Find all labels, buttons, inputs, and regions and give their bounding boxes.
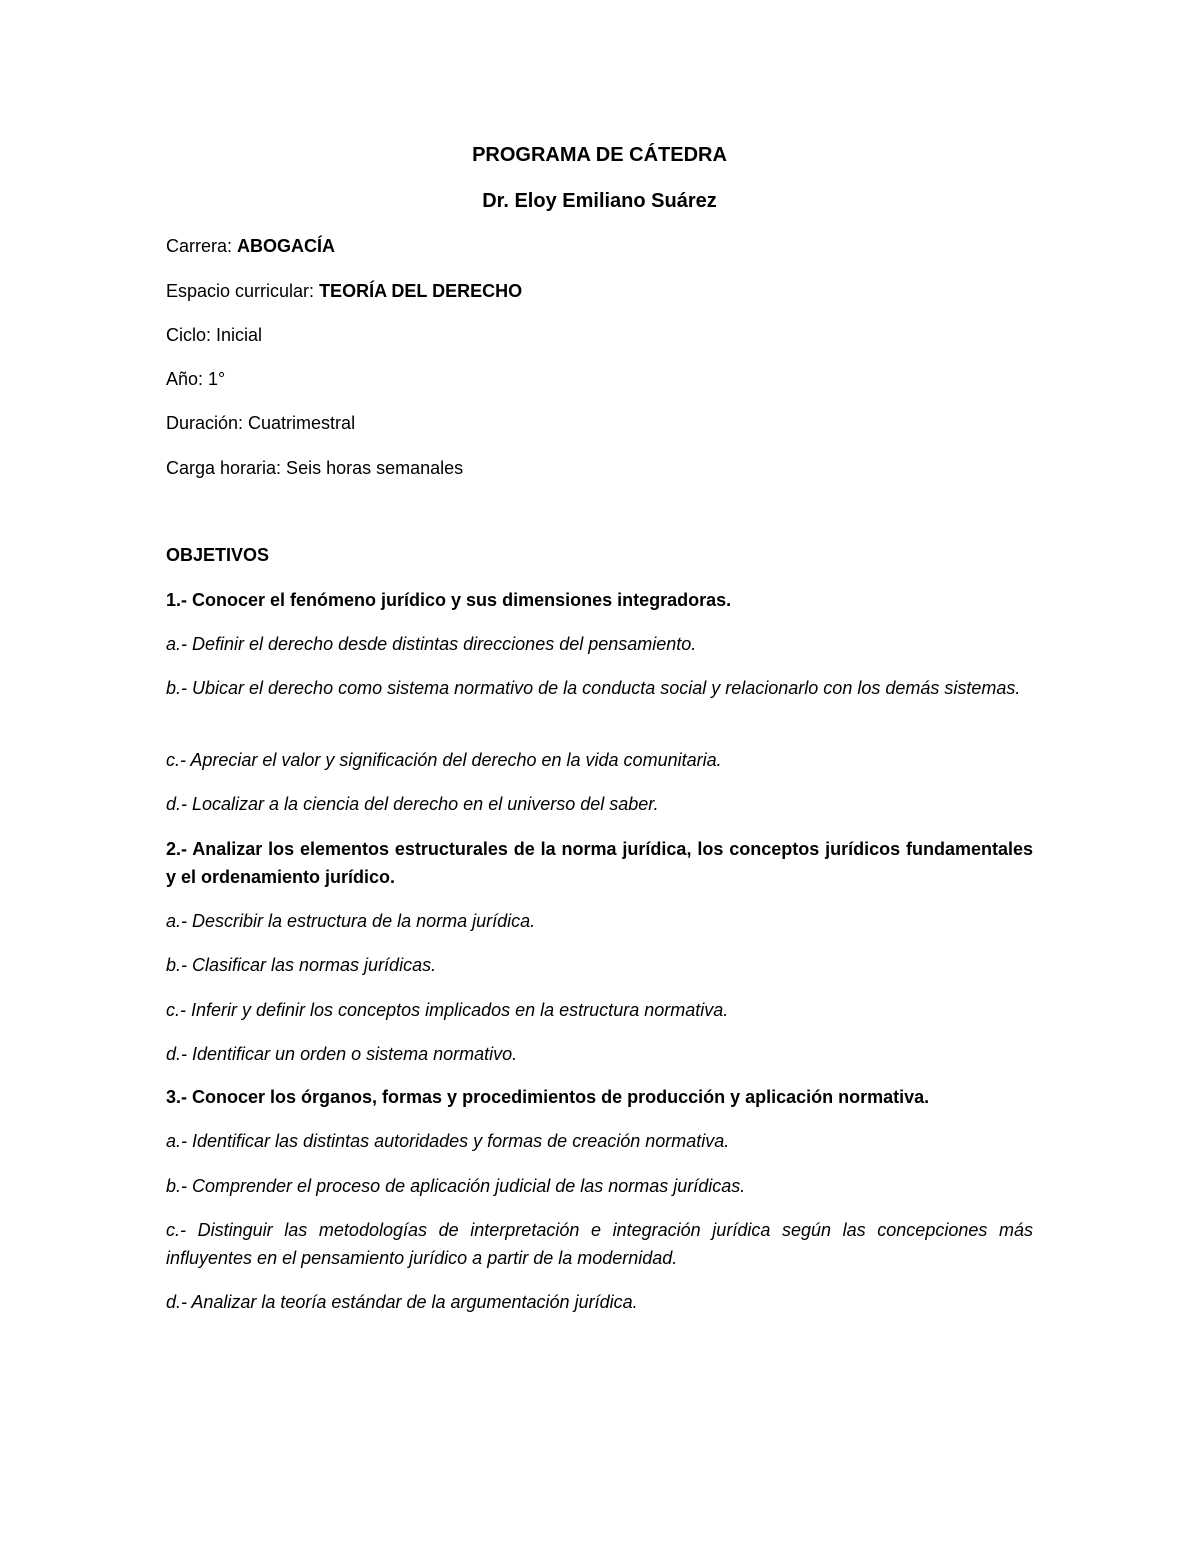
duracion-line: Duración: Cuatrimestral [166,413,356,433]
objetivo-2-d: d.- Identificar un orden o sistema normativo. [166,1044,518,1064]
objetivo-1-c: c.- Apreciar el valor y significación del derecho en la vida comunitaria. [166,750,722,770]
anio-line: Año: 1° [166,369,226,389]
carrera-value: ABOGACÍA [237,236,336,256]
objetivo-3-a: a.- Identificar las distintas autoridades y formas de creación normativa. [166,1131,730,1151]
objetivo-3-d: d.- Analizar la teoría estándar de la argumentación jurídica. [166,1292,638,1312]
espacio-value: TEORÍA DEL DERECHO [319,281,523,301]
objetivo-3-title: 3.- Conocer los órganos, formas y procedimientos de producción y aplicación normativa. [166,1087,930,1107]
objetivo-1-b: b.- Ubicar el derecho como sistema normativo de la conducta social y relacionarlo con los demás sistemas. [166,678,1021,698]
objetivo-1-title: 1.- Conocer el fenómeno jurídico y sus dimensiones integradoras. [166,590,732,610]
ciclo-line: Ciclo: Inicial [166,325,263,345]
objetivo-2-title: 2.- Analizar los elementos estructurales de la norma jurídica, los conceptos jurídicos fundamentales y el ordenamiento jurídico. [166,839,1033,887]
espacio-label: Espacio curricular: [166,281,320,301]
carrera-line [166,232,1033,260]
espacio-line [166,277,1033,305]
document-title: PROGRAMA DE CÁTEDRA [472,144,727,166]
carrera-label: Carrera: [166,236,238,256]
objetivo-2-c: c.- Inferir y definir los conceptos implicados en la estructura normativa. [166,1000,729,1020]
objetivos-heading: OBJETIVOS [166,545,270,565]
objetivo-1-a: a.- Definir el derecho desde distintas direcciones del pensamiento. [166,634,697,654]
objetivo-2-b: b.- Clasificar las normas jurídicas. [166,955,437,975]
objetivo-1-d: d.- Localizar a la ciencia del derecho en el universo del saber. [166,794,659,814]
objetivo-2-a: a.- Describir la estructura de la norma jurídica. [166,911,536,931]
carga-line: Carga horaria: Seis horas semanales [166,458,464,478]
author-name: Dr. Eloy Emiliano Suárez [482,190,717,212]
objetivo-3-b: b.- Comprender el proceso de aplicación judicial de las normas jurídicas. [166,1176,746,1196]
objetivo-3-c: c.- Distinguir las metodologías de interpretación e integración jurídica según las concepciones más influyentes en el pensamiento jurídico a partir de la modernidad. [166,1220,1033,1268]
